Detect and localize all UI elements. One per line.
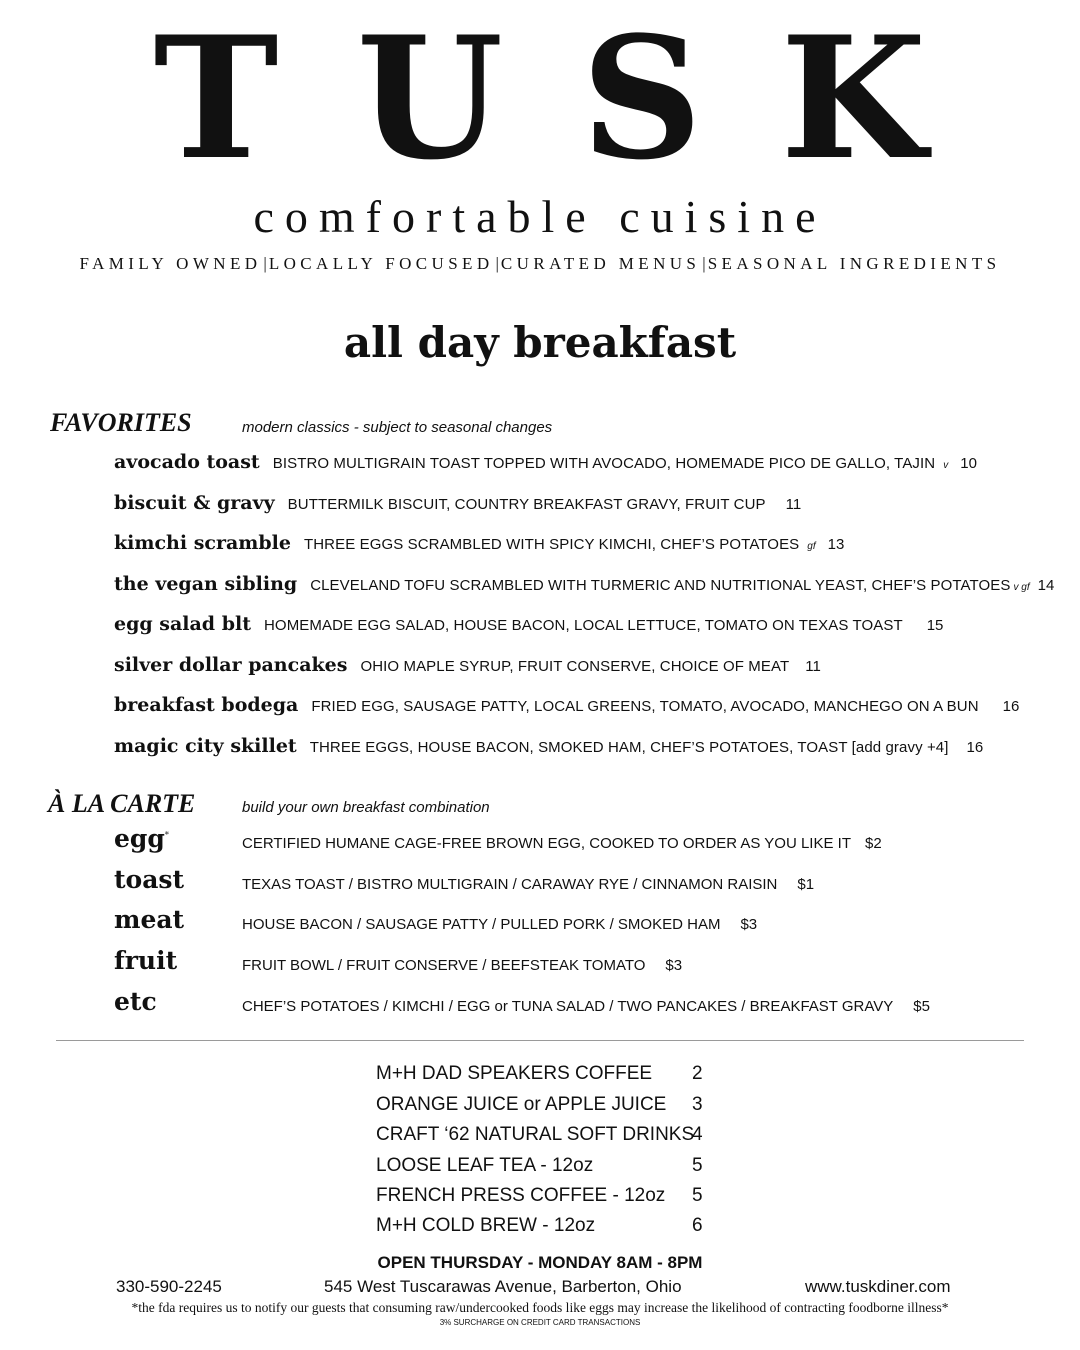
item-description: BISTRO MULTIGRAIN TOAST TOPPED WITH AVOCADO, HOMEMADE PICO DE GALLO, TAJIN — [272, 455, 936, 472]
favorites-subtitle: modern classics - subject to seasonal changes — [242, 419, 553, 436]
carte-item-options: FRUIT BOWL / FRUIT CONSERVE / BEEFSTEAK TOMATO — [242, 957, 646, 974]
a-la-carte-subtitle: build your own breakfast combination — [242, 799, 490, 816]
dietary-tag: gf — [807, 541, 816, 552]
item-description: THREE EGGS, HOUSE BACON, SMOKED HAM, CHEF’S POTATOES, TOAST [add gravy +4] — [309, 739, 949, 756]
value-locally-focused: LOCALLY FOCUSED — [268, 254, 494, 273]
menu-item — [114, 492, 801, 514]
phone-number: 330-590-2245 — [116, 1277, 222, 1296]
item-price: 10 — [960, 455, 977, 472]
carte-item-name: toast — [114, 865, 185, 894]
drink-price: 2 — [692, 1063, 703, 1084]
carte-item-options: CHEF’S POTATOES / KIMCHI / EGG or TUNA SALAD / TWO PANCAKES / BREAKFAST GRAVY — [242, 998, 894, 1015]
item-name: avocado toast — [114, 451, 260, 473]
item-description: CLEVELAND TOFU SCRAMBLED WITH TURMERIC AND NUTRITIONAL YEAST, CHEF’S POTATOES — [310, 577, 1011, 594]
item-description: OHIO MAPLE SYRUP, FRUIT CONSERVE, CHOICE OF MEAT — [360, 658, 790, 675]
item-description: FRIED EGG, SAUSAGE PATTY, LOCAL GREENS, TOMATO, AVOCADO, MANCHEGO ON A BUN — [311, 698, 979, 715]
item-name: magic city skillet — [114, 735, 297, 757]
drink-name: ORANGE JUICE or APPLE JUICE — [376, 1094, 667, 1115]
carte-item-price: $2 — [865, 835, 882, 852]
menu-item — [114, 451, 977, 473]
carte-item-description — [242, 876, 814, 893]
drink-name: M+H DAD SPEAKERS COFFEE — [376, 1063, 653, 1084]
value-separator: | — [495, 254, 499, 273]
value-curated-menus: CURATED MENUS — [500, 254, 701, 273]
item-description: BUTTERMILK BISCUIT, COUNTRY BREAKFAST GRAVY, FRUIT CUP — [287, 496, 766, 513]
menu-title: all day breakfast — [343, 318, 737, 367]
carte-item-description — [242, 998, 930, 1015]
menu-item — [114, 613, 943, 635]
item-description: THREE EGGS SCRAMBLED WITH SPICY KIMCHI, CHEF’S POTATOES — [303, 536, 800, 553]
carte-item-options: HOUSE BACON / SAUSAGE PATTY / PULLED PORK / SMOKED HAM — [242, 916, 721, 933]
item-description: HOMEMADE EGG SALAD, HOUSE BACON, LOCAL LETTUCE, TOMATO ON TEXAS TOAST — [264, 617, 903, 634]
drink-name: CRAFT ‘62 NATURAL SOFT DRINKS — [376, 1124, 695, 1145]
value-family-owned: FAMILY OWNED — [79, 254, 262, 273]
carte-item-price: $5 — [913, 998, 930, 1015]
item-price: 11 — [805, 658, 821, 675]
favorites-heading: FAVORITES — [50, 408, 192, 437]
carte-item-description — [242, 835, 882, 852]
value-separator: | — [702, 254, 706, 273]
dietary-tag: v gf — [1013, 582, 1030, 593]
menu-item — [114, 573, 1054, 595]
section-divider — [56, 1040, 1024, 1041]
menu-item — [114, 694, 1019, 716]
asterisk-mark: * — [164, 830, 169, 840]
website-link: www.tuskdiner.com — [805, 1277, 951, 1296]
menu-item — [114, 532, 844, 554]
opening-hours: OPEN THURSDAY - MONDAY 8AM - 8PM — [377, 1253, 703, 1272]
carte-item-label: egg — [114, 824, 165, 853]
dietary-tag: v — [943, 460, 949, 471]
item-price: 16 — [966, 739, 984, 756]
item-price: 13 — [827, 536, 845, 553]
carte-item-description — [242, 916, 757, 933]
drink-price: 6 — [692, 1215, 703, 1236]
item-name: biscuit & gravy — [114, 492, 275, 514]
menu-item — [114, 654, 821, 676]
item-name: breakfast bodega — [114, 694, 299, 716]
item-price: 16 — [1002, 698, 1020, 715]
drink-name: LOOSE LEAF TEA - 12oz — [376, 1155, 594, 1176]
drink-price: 4 — [692, 1124, 703, 1145]
carte-item-description — [242, 957, 682, 974]
item-name: egg salad blt — [114, 613, 251, 635]
value-seasonal-ingredients: SEASONAL INGREDIENTS — [707, 254, 1001, 273]
item-price: 11 — [785, 496, 802, 513]
carte-item-name — [114, 824, 169, 853]
item-price: 14 — [1037, 577, 1055, 594]
drink-name: M+H COLD BREW - 12oz — [376, 1215, 596, 1236]
drink-price: 5 — [692, 1185, 703, 1206]
carte-item-price: $3 — [665, 957, 683, 974]
item-name: the vegan sibling — [114, 573, 298, 595]
item-price: 15 — [926, 617, 944, 634]
carte-item-name: meat — [114, 905, 185, 934]
carte-item-price: $1 — [797, 876, 815, 893]
tagline: comfortable cuisine — [253, 191, 827, 242]
address: 545 West Tuscarawas Avenue, Barberton, Ohio — [324, 1277, 682, 1296]
a-la-carte-heading: À LA CARTE — [48, 789, 196, 818]
values-line — [0, 254, 1080, 274]
fda-notice: *the fda requires us to notify our guests that consuming raw/undercooked foods like eggs may increase the likelihood of contracting foodborne illness* — [131, 1300, 949, 1315]
value-separator: | — [263, 254, 267, 273]
drink-price: 3 — [692, 1094, 703, 1115]
surcharge-notice: 3% SURCHARGE ON CREDIT CARD TRANSACTIONS — [439, 1318, 641, 1327]
drink-name: FRENCH PRESS COFFEE - 12oz — [376, 1185, 666, 1206]
item-name: silver dollar pancakes — [114, 654, 348, 676]
item-name: kimchi scramble — [114, 532, 291, 554]
menu-item — [114, 735, 983, 757]
drink-price: 5 — [692, 1155, 703, 1176]
carte-item-options: CERTIFIED HUMANE CAGE-FREE BROWN EGG, COOKED TO ORDER AS YOU LIKE IT — [242, 835, 851, 852]
carte-item-name: fruit — [114, 946, 178, 975]
carte-item-price: $3 — [740, 916, 758, 933]
carte-item-name: etc — [114, 987, 157, 1016]
logo: TUSK — [153, 0, 1005, 197]
carte-item-options: TEXAS TOAST / BISTRO MULTIGRAIN / CARAWAY RYE / CINNAMON RAISIN — [242, 876, 778, 893]
